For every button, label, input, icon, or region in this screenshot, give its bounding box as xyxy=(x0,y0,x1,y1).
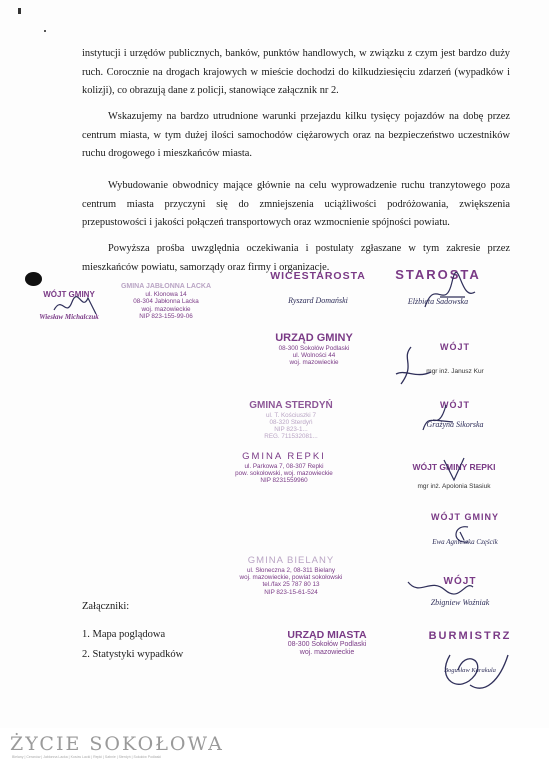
signature-icon xyxy=(386,344,436,394)
stamp-line: ul. Klonowa 14 xyxy=(145,291,187,299)
stamp-line: tel./fax 25 787 80 13 xyxy=(262,581,320,589)
attachments-title: Załączniki: xyxy=(82,601,130,612)
stamp-line: ul. T. Kościuszki 7 xyxy=(266,411,316,419)
stamp-title: WÓJT GMINY REPKI xyxy=(412,462,496,472)
stamp-urzad-gminy xyxy=(254,332,374,366)
stamp-name: Ryszard Domański xyxy=(288,296,348,306)
stamp-title: GMINA REPKI xyxy=(242,451,326,462)
stamp-line: 08-320 Sterdyń xyxy=(269,418,313,426)
stamp-title: BURMISTRZ xyxy=(428,630,512,642)
stamp-name: Wiesław Michalczuk xyxy=(39,313,99,322)
scan-mark xyxy=(44,30,46,32)
stamp-line: ul. Słoneczna 2, 08-311 Bielany xyxy=(246,566,336,574)
body-paragraph-3: Wybudowanie obwodnicy mające głównie na celu wyprowadzenie ruchu tranzytowego poza centrum miasta przyczyni się do zmniejszenia uciążliwości podróżowania, zwiększenia przepustowości i jakości połączeń transportowych oraz wzmocnienie spójności powiatu. xyxy=(82,180,510,228)
stamp-name: Bogusław Karakula xyxy=(444,666,496,674)
stamp-line: ul. Parkowa 7, 08-307 Repki xyxy=(244,462,324,470)
attachment-item: 1. Mapa poglądowa xyxy=(82,629,166,640)
stamp-line: woj. mazowieckie xyxy=(289,359,339,367)
stamp-wicestarosta xyxy=(258,270,378,305)
stamp-title: GMINA JABŁONNA LACKA xyxy=(120,283,212,290)
stamp-name: Zbigniew Woźniak xyxy=(430,597,490,607)
signature-icon xyxy=(430,640,510,700)
stamp-line: woj. mazowieckie, powiat sokołowski xyxy=(239,574,343,582)
stamp-title: WICESTAROSTA xyxy=(270,270,366,282)
stamp-line: NIP 8231559960 xyxy=(260,477,308,485)
signature-icon xyxy=(418,400,458,440)
redaction-blob xyxy=(25,272,42,286)
signature-icon xyxy=(420,272,480,317)
stamp-title: WÓJT GMINY xyxy=(431,512,499,522)
stamp-urzad-miasta xyxy=(272,629,382,657)
stamp-line: NIP 823-15-61-524 xyxy=(264,588,318,596)
stamp-gmina-bielany xyxy=(226,556,356,596)
stamp-name: Ewa Agnieszka Częścik xyxy=(432,538,498,547)
stamp-title: STAROSTA xyxy=(395,267,481,282)
footer-municipalities: Bielany | Ceranów | Jabłonna Lacka | Kosów Lacki | Repki | Sabnie | Sterdyń | Sokołów Podlaski xyxy=(12,755,161,759)
newspaper-logo: ŻYCIE SOKOŁOWA xyxy=(10,733,224,755)
stamp-gmina-sterdyn xyxy=(236,400,346,440)
stamp-title: GMINA STERDYŃ xyxy=(249,400,333,411)
signature-icon xyxy=(448,522,476,548)
stamp-gmina-repki xyxy=(224,452,344,485)
stamp-line: 08-300 Sokołów Podlaski xyxy=(278,344,350,352)
stamp-line: pow. sokołowski, woj. mazowieckie xyxy=(235,470,333,478)
stamp-name: Grażyna Sikorska xyxy=(426,420,484,430)
stamp-title: URZĄD MIASTA xyxy=(287,629,367,641)
stamp-title: WÓJT xyxy=(443,576,477,587)
signature-icon xyxy=(52,290,102,320)
body-paragraph-1: instytucji i urzędów publicznych, banków, punktów handlowych, w związku z czym jest bardzo duży ruch. Corocznie na drogach krajowych w mieście dochodzi do kilkudziesięciu zdarzeń (wypadków i kolizji), co obrazują dane z policji, stanowiące załącznik nr 2. xyxy=(82,48,510,96)
stamp-line: ul. Wolności 44 xyxy=(292,351,336,359)
stamp-line: woj. mazowieckie xyxy=(299,649,355,657)
scan-mark xyxy=(18,8,21,14)
stamp-title: WÓJT xyxy=(440,400,470,410)
stamp-title: URZĄD GMINY xyxy=(275,332,353,344)
stamp-title: GMINA BIELANY xyxy=(247,555,335,566)
body-paragraph-4: Powyższa prośba uwzględnia oczekiwania i postulaty zgłaszane w tym zakresie przez mieszkańców powiatu, samorządy oraz firmy i organizacje. xyxy=(82,243,510,273)
stamp-name: mgr inż. Apolonia Stasiuk xyxy=(417,482,491,490)
stamp-line: woj. mazowieckie xyxy=(141,305,191,313)
stamp-name: mgr inż. Janusz Kur xyxy=(426,368,484,376)
stamp-line: 08-300 Sokołów Podlaski xyxy=(287,641,367,649)
signature-icon xyxy=(440,455,468,485)
stamp-line: NIP 823-1... xyxy=(274,425,308,433)
attachment-item: 2. Statystyki wypadków xyxy=(82,649,184,660)
stamp-title: WÓJT xyxy=(440,342,470,352)
attachments-list xyxy=(82,625,183,665)
stamp-line: REG. 711532081... xyxy=(264,433,318,441)
stamp-name: Elżbieta Sadowska xyxy=(407,296,469,306)
stamp-gmina-jablonna xyxy=(106,283,226,320)
body-paragraph-2: Wskazujemy na bardzo utrudnione warunki przejazdu kilku tysięcy pojazdów na dobę przez centrum miasta, w tym dużej ilości samochodów ciężarowych oraz na bezpieczeństwo uczestników ruchu drogowego i mieszkańców miasta. xyxy=(82,111,510,159)
stamp-line: 08-304 Jabłonna Lacka xyxy=(133,298,199,306)
stamp-line: NIP 823-155-99-06 xyxy=(139,312,193,320)
stamp-title: WÓJT GMINY xyxy=(43,290,95,299)
signature-icon xyxy=(405,572,475,602)
